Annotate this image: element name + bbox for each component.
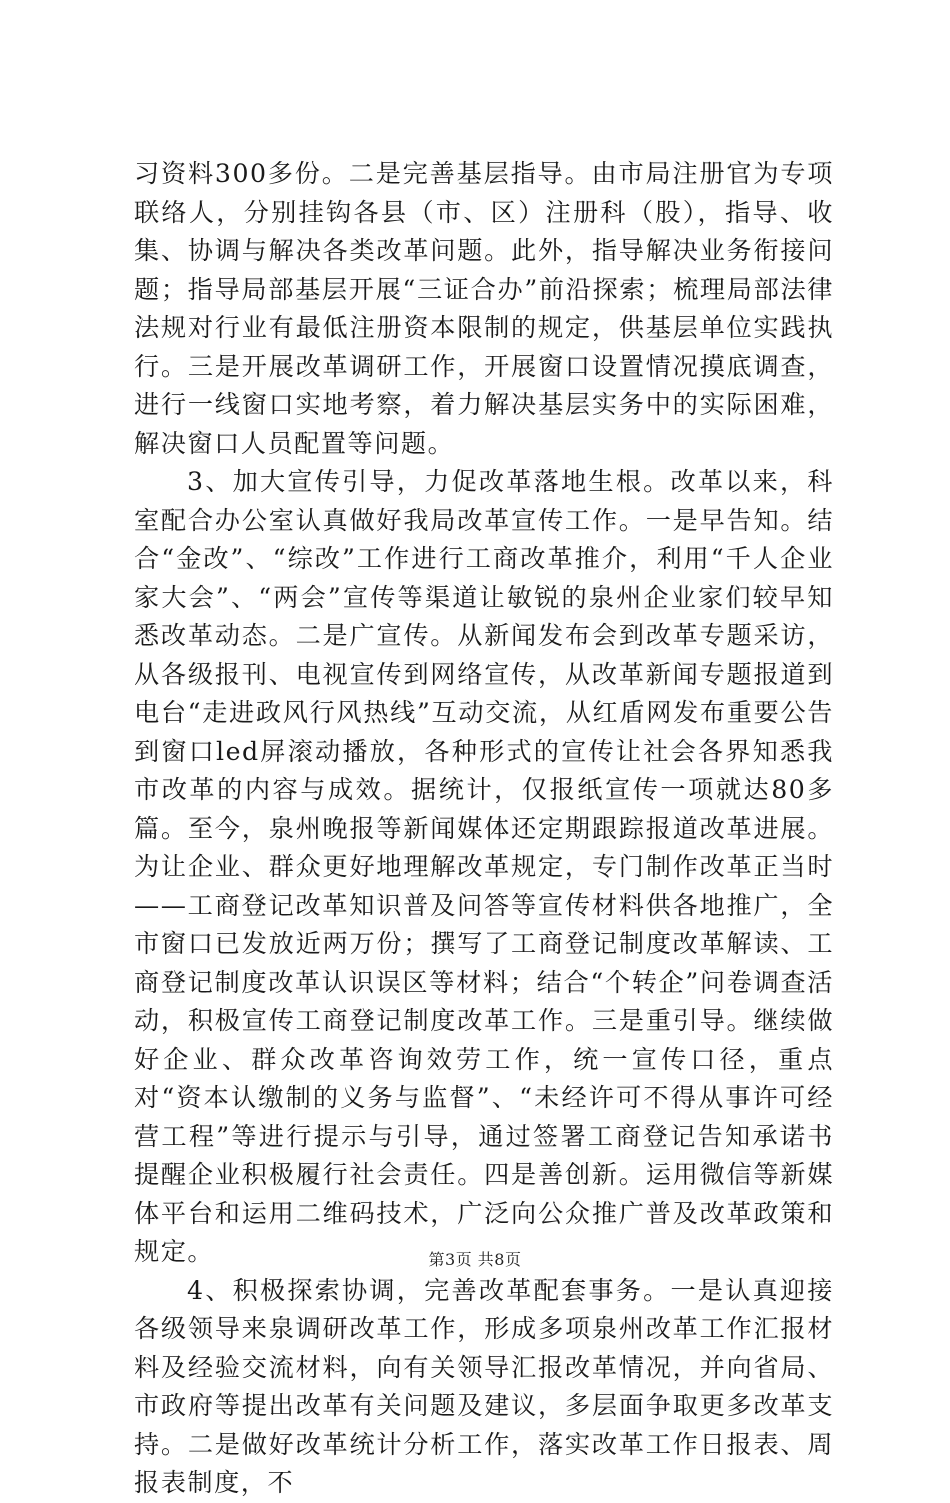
paragraph-2: 3、加大宣传引导，力促改革落地生根。改革以来，科室配合办公室认真做好我局改革宣传工作。一是早告知。结合“金改”、“综改”工作进行工商改革推介，利用“千人企业家大会”、“两会”宣传等渠道让敏锐的泉州企业家们较早知悉改革动态。二是广宣传。从新闻发布会到改革专题采访，从各级报刊、电视宣传到网络宣传，从改革新闻专题报道到电台“走进政风行风热线”互动交流，从红盾网发布重要公告到窗口led屏滚动播放，各种形式的宣传让社会各界知悉我市改革的内容与成效。据统计，仅报纸宣传一项就达80多篇。至今，泉州晚报等新闻媒体还定期跟踪报道改革进展。为让企业、群众更好地理解改革规定，专门制作改革正当时——工商登记改革知识普及问答等宣传材料供各地推广，全市窗口已发放近两万份；撰写了工商登记制度改革解读、工商登记制度改革认识误区等材料；结合“个转企”问卷调查活动，积极宣传工商登记制度改革工作。三是重引导。继续做好企业、群众改革咨询效劳工作，统一宣传口径，重点对“资本认缴制的义务与监督”、“未经许可不得从事许可经营工程”等进行提示与引导，通过签署工商登记告知承诺书提醒企业积极履行社会责任。四是善创新。运用微信等新媒体平台和运用二维码技术，广泛向公众推广普及改革政策和规定。 — [134, 467, 834, 1266]
document-body — [134, 155, 834, 1503]
paragraph-1: 习资料300多份。二是完善基层指导。由市局注册官为专项联络人，分别挂钩各县（市、区）注册科（股），指导、收集、协调与解决各类改革问题。此外，指导解决业务衔接问题；指导局部基层开展“三证合办”前沿探索；梳理局部法律法规对行业有最低注册资本限制的规定，供基层单位实践执行。三是开展改革调研工作，开展窗口设置情况摸底调查，进行一线窗口实地考察，着力解决基层实务中的实际困难，解决窗口人员配置等问题。 — [134, 159, 834, 458]
page-footer: 第3页 共8页 — [428, 1250, 522, 1269]
paragraph-3: 4、积极探索协调，完善改革配套事务。一是认真迎接各级领导来泉调研改革工作，形成多项泉州改革工作汇报材料及经验交流材料，向有关领导汇报改革情况，并向省局、市政府等提出改革有关问题及建议，多层面争取更多改革支持。二是做好改革统计分析工作，落实改革工作日报表、周报表制度，不 — [134, 1275, 834, 1497]
